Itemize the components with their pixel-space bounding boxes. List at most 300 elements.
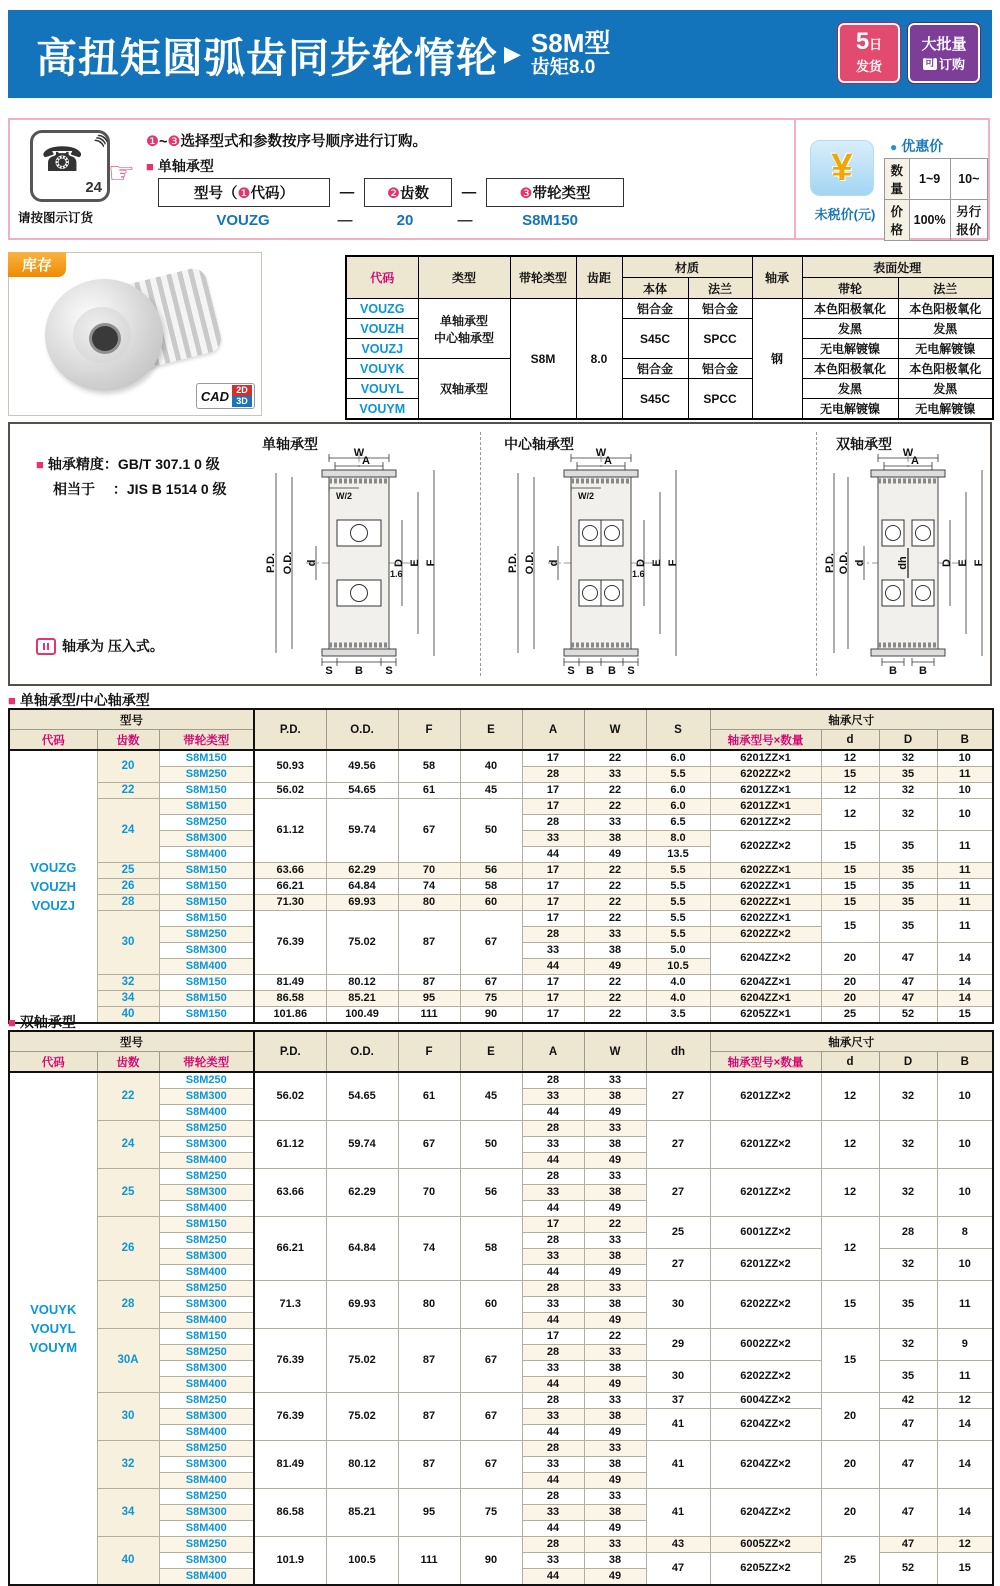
spec-table: [345, 255, 994, 420]
pulley-type-link[interactable]: S8M300: [159, 943, 254, 959]
D-value: 35: [879, 831, 937, 863]
pulley-type-link[interactable]: S8M150: [159, 799, 254, 815]
B-value: 14: [937, 975, 993, 991]
d-value: 12: [821, 1217, 879, 1281]
bearing-model: 6201ZZ×2: [710, 1249, 821, 1281]
column-header: O.D.: [326, 709, 398, 750]
tilde: ~: [159, 134, 168, 150]
f-value: 61: [398, 1072, 460, 1121]
B-value: 10: [937, 783, 993, 799]
w-value: 22: [584, 1007, 646, 1024]
pd-value: 71.3: [254, 1281, 326, 1329]
a-value: 44: [522, 1105, 584, 1121]
B-value: 11: [937, 831, 993, 863]
pulley-type-link[interactable]: S8M300: [159, 1185, 254, 1201]
pulley-type-link[interactable]: S8M250: [159, 1489, 254, 1505]
a-value: 17: [522, 991, 584, 1007]
pulley-type-link[interactable]: S8M250: [159, 1537, 254, 1553]
B-value: 8: [937, 1217, 993, 1249]
mat-body: S45C: [622, 379, 688, 420]
drawing-title-center: 中心轴承型: [504, 436, 574, 452]
f-value: 95: [398, 991, 460, 1007]
model-code-box: [158, 178, 330, 207]
column-header: d: [821, 730, 879, 751]
w-value: 33: [584, 1233, 646, 1249]
bearing-model: 6202ZZ×2: [710, 927, 821, 943]
pulley-type-link[interactable]: S8M250: [159, 1441, 254, 1457]
roughness-1.6: 1.6: [632, 569, 645, 579]
dim-od: O.D.: [282, 551, 294, 575]
B-value: 11: [937, 879, 993, 895]
telephone-icon: ☎: [41, 141, 84, 179]
surf-flange: 无电解镀镍: [898, 399, 993, 420]
table-row: [9, 1169, 993, 1185]
code-link[interactable]: VOUYM: [29, 1340, 78, 1355]
pulley-type-link[interactable]: S8M300: [159, 831, 254, 847]
a-value: 17: [522, 1217, 584, 1233]
discount-table: [884, 158, 988, 241]
a-value: 44: [522, 847, 584, 863]
c8-value: 37: [646, 1393, 710, 1409]
pulley-type-link[interactable]: S8M300: [159, 1505, 254, 1521]
code-link[interactable]: VOUZH: [346, 319, 418, 339]
w-value: 33: [584, 1169, 646, 1185]
a-value: 33: [522, 1553, 584, 1569]
qty-range-1: 1~9: [909, 159, 950, 200]
pulley-type-cell: S8M: [510, 299, 576, 420]
dim-od: O.D.: [524, 551, 536, 575]
pulley-type-link[interactable]: S8M400: [159, 1377, 254, 1393]
column-header: 型号: [9, 709, 254, 730]
page-header: [8, 10, 992, 98]
pd-value: 56.02: [254, 783, 326, 799]
a-value: 44: [522, 1521, 584, 1537]
w-value: 49: [584, 1201, 646, 1217]
w-value: 33: [584, 1281, 646, 1297]
code-link[interactable]: VOUZG: [30, 860, 77, 875]
pulley-type-link[interactable]: S8M250: [159, 1345, 254, 1361]
dim-B: B: [586, 665, 594, 677]
code-link[interactable]: VOUYM: [346, 399, 418, 420]
f-value: 61: [398, 783, 460, 799]
D-value: 47: [879, 1489, 937, 1537]
D-value: 35: [879, 863, 937, 879]
pulley-type-link[interactable]: S8M400: [159, 847, 254, 863]
dim-D: D: [393, 559, 405, 567]
w-value: 38: [584, 1137, 646, 1153]
c8-value: 47: [646, 1553, 710, 1586]
dim-F: F: [667, 559, 679, 567]
pulley-type-link[interactable]: S8M300: [159, 1553, 254, 1569]
pulley-type-link[interactable]: S8M250: [159, 927, 254, 943]
e-value: 45: [460, 1072, 522, 1121]
pulley-type-link[interactable]: S8M300: [159, 1297, 254, 1313]
pulley-type-link[interactable]: S8M400: [159, 1105, 254, 1121]
signal-waves-icon: ))): [92, 132, 109, 148]
w-value: 22: [584, 895, 646, 911]
bulk-order-badge: [908, 23, 980, 83]
w-value: 22: [584, 863, 646, 879]
pulley-type-link[interactable]: S8M150: [159, 895, 254, 911]
pulley-type-link[interactable]: S8M250: [159, 1169, 254, 1185]
w-value: 38: [584, 1185, 646, 1201]
model-name: S8M型: [530, 28, 611, 59]
w-value: 49: [584, 1569, 646, 1586]
B-value: 11: [937, 1281, 993, 1329]
code-links: [9, 750, 97, 1023]
pulley-type-link[interactable]: S8M150: [159, 750, 254, 767]
column-header: 轴承型号×数量: [710, 730, 821, 751]
spec-col-material: 材质: [622, 256, 752, 278]
f-value: 111: [398, 1537, 460, 1586]
a-value: 17: [522, 1329, 584, 1345]
pulley-type-link[interactable]: S8M300: [159, 1089, 254, 1105]
od-value: 100.49: [326, 1007, 398, 1024]
pulley-type-link[interactable]: S8M250: [159, 1393, 254, 1409]
table2-title-text: 双轴承型: [19, 1014, 76, 1030]
code-link[interactable]: VOUYK: [346, 359, 418, 379]
w-value: 33: [584, 1537, 646, 1553]
e-value: 67: [460, 1329, 522, 1393]
pulley-type-link[interactable]: S8M250: [159, 1281, 254, 1297]
spec-col-pitch: 齿距: [576, 256, 622, 299]
pulley-type-link[interactable]: S8M150: [159, 783, 254, 799]
teeth-count: 26: [97, 879, 159, 895]
dim-pd: P.D.: [507, 553, 519, 573]
bearing-model: 6204ZZ×2: [710, 1441, 821, 1489]
c8-value: 30: [646, 1281, 710, 1329]
od-value: 64.84: [326, 1217, 398, 1281]
type-cell: 双轴承型: [418, 359, 510, 420]
pulley-type-link[interactable]: S8M150: [159, 1329, 254, 1345]
B-value: 10: [937, 1072, 993, 1121]
dim-od: O.D.: [838, 551, 850, 575]
od-value: 69.93: [326, 895, 398, 911]
dim-w: W: [595, 447, 607, 459]
c8-value: 29: [646, 1329, 710, 1361]
pulley-type-link[interactable]: S8M400: [159, 1473, 254, 1489]
od-value: 75.02: [326, 1329, 398, 1393]
double-bearing-table: [8, 1030, 994, 1586]
pulley-type-link[interactable]: S8M150: [159, 911, 254, 927]
drawing-center-bearing: [496, 447, 714, 678]
pointing-hand-icon: ☞: [108, 157, 135, 190]
w-value: 22: [584, 1217, 646, 1233]
code-link[interactable]: VOUYL: [30, 1321, 76, 1336]
untaxed-price-label: 未税价(元): [814, 207, 876, 222]
a-value: 44: [522, 1425, 584, 1441]
pulley-type-link[interactable]: S8M150: [159, 863, 254, 879]
divider: [480, 432, 481, 676]
w-value: 38: [584, 1297, 646, 1313]
pulley-type-link[interactable]: S8M300: [159, 1249, 254, 1265]
dim-w2: W/2: [335, 491, 353, 501]
column-header: A: [522, 1031, 584, 1072]
pulley-type-link[interactable]: S8M150: [159, 1217, 254, 1233]
e-value: 90: [460, 1007, 522, 1024]
bearing-model: 6202ZZ×2: [710, 1361, 821, 1393]
precision-line2: 相当于 ：JIS B 1514 0 级: [53, 481, 227, 497]
table-row: [9, 863, 993, 879]
c8-value: 5.5: [646, 927, 710, 943]
code-link[interactable]: VOUZG: [346, 299, 418, 319]
table-row: [9, 1121, 993, 1137]
pulley-type-link[interactable]: S8M300: [159, 1137, 254, 1153]
step-3-icon: ❸: [519, 186, 533, 202]
dim-w: W: [902, 447, 914, 459]
pd-value: 56.02: [254, 1072, 326, 1121]
bearing-precision-note: [36, 452, 227, 501]
B-value: 14: [937, 1441, 993, 1489]
a-value: 17: [522, 1007, 584, 1024]
surf-flange: 无电解镀镍: [898, 339, 993, 359]
a-value: 33: [522, 1505, 584, 1521]
mat-flange: SPCC: [688, 379, 752, 420]
w-value: 38: [584, 1457, 646, 1473]
code-links: [9, 1072, 97, 1585]
yen-glyph: ¥: [831, 146, 853, 189]
bearing-model: 6204ZZ×2: [710, 1409, 821, 1441]
a-value: 44: [522, 1569, 584, 1586]
pd-value: 71.30: [254, 895, 326, 911]
pulley-type-link[interactable]: S8M250: [159, 767, 254, 783]
dim-a: A: [604, 455, 612, 467]
b1-pre: 型号（: [194, 186, 238, 202]
pulley-type-link[interactable]: S8M150: [159, 1007, 254, 1024]
od-value: 64.84: [326, 879, 398, 895]
w-value: 38: [584, 1089, 646, 1105]
pulley-type-link[interactable]: S8M150: [159, 975, 254, 991]
f-value: 80: [398, 1281, 460, 1329]
a-value: 17: [522, 879, 584, 895]
a-value: 44: [522, 1313, 584, 1329]
table-row: [9, 1281, 993, 1297]
spec-col-pulley: 带轮类型: [510, 256, 576, 299]
D-value: 32: [879, 1169, 937, 1217]
f-value: 74: [398, 879, 460, 895]
code-link[interactable]: VOUZJ: [31, 898, 75, 913]
a-value: 33: [522, 1297, 584, 1313]
double-bearing-table-wrap: [8, 1030, 992, 1586]
surf-pulley: 发黑: [802, 379, 898, 399]
w-value: 22: [584, 975, 646, 991]
column-header: 代码: [9, 1052, 97, 1073]
a-value: 33: [522, 831, 584, 847]
subtype-label: 单轴承型: [157, 158, 214, 174]
surf-flange: 发黑: [898, 379, 993, 399]
pulley-type-link[interactable]: S8M400: [159, 1153, 254, 1169]
bearing-model: 6201ZZ×2: [710, 1072, 821, 1121]
d-value: 12: [821, 783, 879, 799]
cad-download-badge[interactable]: [196, 383, 255, 409]
teeth-count: 28: [97, 895, 159, 911]
c8-value: 30: [646, 1361, 710, 1393]
code-link[interactable]: VOUYK: [30, 1302, 77, 1317]
D-value: 47: [879, 1441, 937, 1489]
a-value: 28: [522, 1345, 584, 1361]
cad-2d-badge: 2D: [232, 385, 252, 396]
dim-F: F: [973, 559, 985, 567]
spec-col-flange: 法兰: [688, 278, 752, 299]
code-link[interactable]: VOUZH: [30, 879, 76, 894]
table-row: [9, 1007, 993, 1024]
pulley-type-link[interactable]: S8M400: [159, 1425, 254, 1441]
teeth-count: 22: [97, 783, 159, 799]
a-value: 28: [522, 1121, 584, 1137]
qty-range-2: 10~: [950, 159, 987, 200]
dim-S: S: [627, 665, 635, 677]
c8-value: 41: [646, 1489, 710, 1537]
w-value: 22: [584, 783, 646, 799]
c8-value: 3.5: [646, 1007, 710, 1024]
spec-col-surf-pulley: 带轮: [802, 278, 898, 299]
c8-value: 4.0: [646, 991, 710, 1007]
pulley-type-link[interactable]: S8M400: [159, 1265, 254, 1281]
ship-days: 5: [855, 28, 870, 55]
code-link[interactable]: VOUYL: [346, 379, 418, 399]
f-value: 70: [398, 1169, 460, 1217]
B-value: 10: [937, 1249, 993, 1281]
pulley-type-link[interactable]: S8M250: [159, 1121, 254, 1137]
d-value: 12: [821, 1072, 879, 1121]
drawing-title-double: 双轴承型: [836, 436, 892, 452]
e-value: 56: [460, 1169, 522, 1217]
w-value: 49: [584, 847, 646, 863]
pulley-type-link[interactable]: S8M300: [159, 1457, 254, 1473]
od-value: 80.12: [326, 975, 398, 991]
f-value: 87: [398, 1393, 460, 1441]
c8-value: 8.0: [646, 831, 710, 847]
w-value: 38: [584, 831, 646, 847]
pulley-type-link[interactable]: S8M300: [159, 1409, 254, 1425]
D-value: 47: [879, 1409, 937, 1441]
column-header: E: [460, 709, 522, 750]
e-value: 50: [460, 799, 522, 863]
teeth-count: 22: [97, 1072, 159, 1121]
bearing-model: 6204ZZ×2: [710, 1489, 821, 1537]
a-value: 44: [522, 1153, 584, 1169]
pd-value: 66.21: [254, 1217, 326, 1281]
spec-col-surface: 表面处理: [802, 256, 993, 278]
e-value: 67: [460, 975, 522, 991]
teeth-count: 30: [97, 911, 159, 975]
c8-value: 13.5: [646, 847, 710, 863]
b2-post: 齿数: [400, 186, 429, 202]
panel-divider: [794, 120, 796, 238]
example-type: S8M150: [522, 212, 578, 229]
d-value: 15: [821, 863, 879, 879]
dim-a: A: [362, 455, 370, 467]
a-value: 33: [522, 943, 584, 959]
teeth-count: 30: [97, 1393, 159, 1441]
pulley-type-link[interactable]: S8M400: [159, 1569, 254, 1586]
dim-d: d: [854, 559, 866, 567]
table-row: [9, 1489, 993, 1505]
pd-value: 66.21: [254, 879, 326, 895]
pulley-type-link[interactable]: S8M150: [159, 991, 254, 1007]
B-value: 11: [937, 863, 993, 879]
e-value: 75: [460, 1489, 522, 1537]
drawing-double-bearing: [822, 447, 996, 678]
dim-B: B: [889, 665, 897, 677]
pulley-type-link[interactable]: S8M400: [159, 1313, 254, 1329]
w-value: 38: [584, 1505, 646, 1521]
od-value: 85.21: [326, 1489, 398, 1537]
pulley-type-link[interactable]: S8M250: [159, 1072, 254, 1089]
spec-col-code: 代码: [346, 256, 418, 299]
pulley-type-link[interactable]: S8M400: [159, 1201, 254, 1217]
column-header: 轴承尺寸: [710, 709, 993, 730]
f-value: 67: [398, 799, 460, 863]
column-header: W: [584, 1031, 646, 1072]
B-value: 14: [937, 943, 993, 975]
w-value: 22: [584, 799, 646, 815]
phone-24-label: 24: [85, 179, 102, 196]
D-value: 32: [879, 1329, 937, 1361]
code-link[interactable]: VOUZJ: [346, 339, 418, 359]
c8-value: 6.0: [646, 799, 710, 815]
column-header: 轴承型号×数量: [710, 1052, 821, 1073]
d-value: 15: [821, 879, 879, 895]
w-value: 38: [584, 1409, 646, 1425]
pulley-type-link[interactable]: S8M250: [159, 1233, 254, 1249]
table-row: [9, 1393, 993, 1409]
B-value: 10: [937, 1169, 993, 1217]
f-value: 87: [398, 1441, 460, 1489]
pulley-type-link[interactable]: S8M150: [159, 879, 254, 895]
od-value: 85.21: [326, 991, 398, 1007]
bearing-model: 6204ZZ×1: [710, 975, 821, 991]
pd-value: 61.12: [254, 1121, 326, 1169]
bearing-model: 6204ZZ×2: [710, 943, 821, 975]
pulley-type-link[interactable]: S8M300: [159, 1361, 254, 1377]
table-row: [9, 895, 993, 911]
table2-section-title: [8, 1012, 76, 1032]
bearing-model: 6005ZZ×2: [710, 1537, 821, 1553]
dash: —: [337, 212, 353, 229]
w-value: 38: [584, 943, 646, 959]
step-3-icon: ❸: [167, 134, 181, 150]
B-value: 14: [937, 1489, 993, 1537]
B-value: 11: [937, 911, 993, 943]
B-value: 15: [937, 1553, 993, 1586]
page-title: 高扭矩圆弧齿同步轮惰轮: [36, 34, 498, 81]
od-value: 80.12: [326, 1441, 398, 1489]
a-value: 44: [522, 1265, 584, 1281]
spec-col-body: 本体: [622, 278, 688, 299]
w-value: 49: [584, 1377, 646, 1393]
pulley-type-link[interactable]: S8M400: [159, 959, 254, 975]
a-value: 17: [522, 750, 584, 767]
e-value: 50: [460, 1121, 522, 1169]
bulk-icon: 可: [924, 57, 935, 69]
type-cell: [418, 299, 510, 359]
pulley-type-link[interactable]: S8M400: [159, 1521, 254, 1537]
stock-badge: 库存: [8, 252, 66, 277]
dash: —: [461, 184, 477, 201]
dim-D: D: [941, 559, 953, 567]
c8-value: 6.0: [646, 783, 710, 799]
column-header: dh: [646, 1031, 710, 1072]
pulley-type-link[interactable]: S8M250: [159, 815, 254, 831]
mat-flange: SPCC: [688, 319, 752, 359]
column-header: S: [646, 709, 710, 750]
a-value: 17: [522, 975, 584, 991]
bearing-model: 6001ZZ×2: [710, 1217, 821, 1249]
bearing-model: 6202ZZ×1: [710, 879, 821, 895]
D-value: 42: [879, 1393, 937, 1409]
D-value: 35: [879, 767, 937, 783]
